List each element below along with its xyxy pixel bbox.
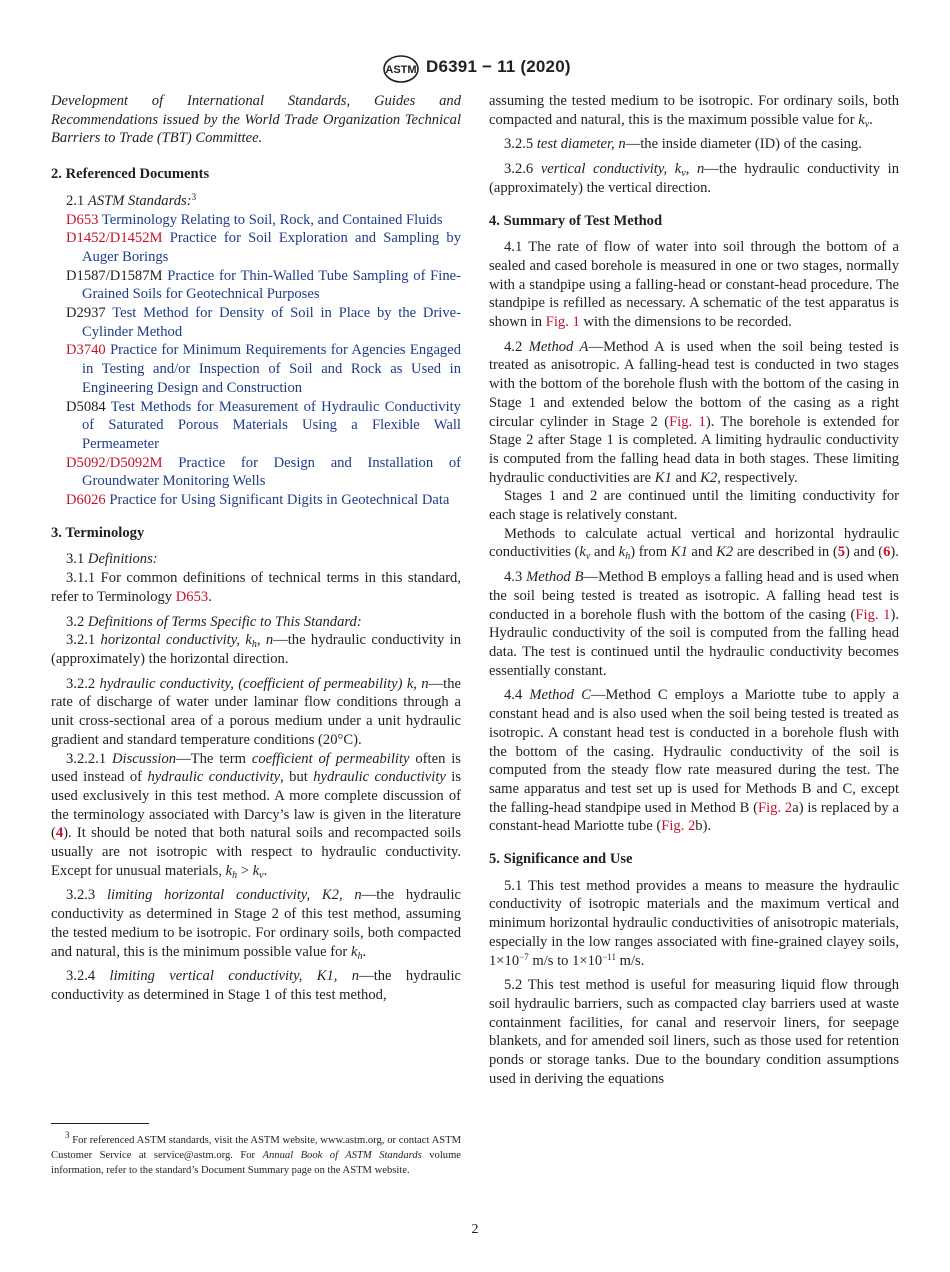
logo-text: ASTM — [385, 64, 417, 76]
section-3-heading: 3. Terminology — [51, 524, 145, 541]
section-2-1: 2.1 ASTM Standards:$^3$ — [66, 191, 197, 209]
astm-logo-icon — [381, 54, 421, 84]
reference-code-d1587: D1587/D1587M — [66, 267, 163, 284]
intro-paragraph: Development of International Standards, Guides and Recommendations issued by the World Trade Organization Technical Barriers to Trade (TBT) Committee. — [51, 93, 461, 147]
figure-link-fig2[interactable]: Fig. 2 — [758, 799, 793, 816]
section-4-2: 4.2 Method A—Method A is used when the soil being tested is treated as anisotropic. A falling-head test is conducted in two stages with the bottom of the borehole flush with the bottom of the casing in Stage 1 and extended below the bottom of the casing as a right circular cylinder in Stage 2 (Fig. 1). The borehole is extended for Stage 2 after Stage 1 is completed. A limiting hydraulic conductivity is computed from the falling head data in both stages. These limiting hydraulic conductivities are K1 and K2, respectively. — [489, 338, 899, 486]
section-5-2: 5.2 This test method is useful for measuring liquid flow through soil hydraulic barriers, such as compacted clay barriers used at waste containment facilities, for canal and reservoir liners, for seepage blankets, and for amended soil liners, such as those used for retention ponds or storage tanks. Due to the boundary condition assumptions used in deriving the equations — [489, 977, 899, 1087]
section-3-2: 3.2 Definitions of Terms Specific to This Standard: — [66, 613, 362, 630]
right-column — [489, 92, 899, 1088]
section-3-2-2: 3.2.2 hydraulic conductivity, (coefficient of permeability) k, n—the rate of discharge of water under laminar flow conditions through a unit cross-sectional area of a porous medium under a unit hydraulic gradient and standard temperature conditions (20°C). — [51, 675, 461, 748]
reference-item: D5092/D5092M Practice for Design and Installation of Groundwater Monitoring Wells — [66, 454, 461, 490]
section-5-1: 5.1 This test method provides a means to measure the hydraulic conductivity of isotropic materials and the maximum vertical and minimum horizontal hydraulic conductivities of anisotropic materials, especially in the low ranges associated with fine-grained clayey soils, $1\times 10^{-7}$ m/s to $1\times 10^{-11}$ m/s. — [489, 877, 899, 969]
reference-item: D1452/D1452M Practice for Soil Exploration and Sampling by Auger Borings — [66, 230, 461, 265]
reference-item: D1587/D1587M Practice for Thin-Walled Tube Sampling of Fine-Grained Soils for Geotechnical Purposes — [66, 267, 461, 303]
figure-link-fig1[interactable]: Fig. 1 — [855, 606, 891, 623]
reference-code-d5084: D5084 — [66, 398, 106, 415]
reference-link-d653[interactable]: D653 — [66, 211, 99, 228]
section-3-2-2-1: 3.2.2.1 Discussion—The term coefficient of permeability often is used instead of hydraulic conductivity, but hydraulic conductivity is used exclusively in this test method. A more complete discussion of the terminology associated with Darcy’s law is given in the literature (4). It should be noted that both natural soils and recompacted soils usually are not isotropic with respect to hydraulic conductivity. Except for unusual materials, $k_h > k_v$. — [51, 750, 462, 881]
reference-link-d1452[interactable]: D1452/D1452M — [66, 230, 163, 247]
left-column — [51, 92, 461, 1005]
section-4-3: 4.3 Method B—Method B employs a falling head and is used when the soil being tested is treated as isotropic. A falling head test is conducted in a borehole flush with the bottom of the casing (Fig. 1). Hydraulic conductivity of the soil is computed from the falling head data. The test is continued until the hydraulic conductivity becomes essentially constant. — [489, 569, 899, 679]
section-3-2-4: 3.2.4 limiting vertical conductivity, K1, n—the hydraulic conductivity as determined in Stage 1 of this test method, — [51, 968, 461, 1003]
section-4-2-paragraph-3: Methods to calculate actual vertical and horizontal hydraulic conductivities ($k_v$ and $k_h$) from K1 and K2 are described in (5) and (6). — [489, 525, 899, 563]
section-3-2-4-continued: assuming the tested medium to be isotropic. For ordinary soils, both compacted and natural, this is the maximum possible value for $k_v$. — [489, 93, 899, 130]
reference-link-d6026[interactable]: D6026 — [66, 492, 106, 509]
section-2-heading: 2. Referenced Documents — [51, 166, 210, 183]
section-5-heading: 5. Significance and Use — [489, 851, 633, 868]
section-3-2-1: 3.2.1 horizontal conductivity, $k_h$, n—the hydraulic conductivity in (approximately) the horizontal direction. — [51, 632, 461, 667]
section-4-4: 4.4 Method C—Method C employs a Mariotte tube to apply a constant head and is also used when the soil being tested is treated as isotropic. A constant head test is conducted in a borehole flush with the bottom of the casing. Hydraulic conductivity of the soil is computed from the steady flow rate measured during the test. The same apparatus and test set up is used for Methods B and C, except the falling-head standpipe used in Method B (Fig. 2a) is replaced by a constant-head Mariotte tube (Fig. 2b). — [489, 687, 899, 835]
reference-code-d2937: D2937 — [66, 305, 106, 322]
figure-link-fig1[interactable]: Fig. 1 — [669, 413, 706, 430]
reference-item: D5084 Test Methods for Measurement of Hydraulic Conductivity of Saturated Porous Materials Using a Flexible Wall Permeameter — [66, 398, 461, 452]
figure-link-fig1[interactable]: Fig. 1 — [545, 314, 580, 331]
section-3-1-1: 3.1.1 For common definitions of technical terms in this standard, refer to Terminology D653. — [51, 570, 461, 605]
literature-ref-5[interactable]: 5 — [837, 544, 846, 561]
section-3-1: 3.1 Definitions: — [66, 551, 158, 568]
figure-link-fig2[interactable]: Fig. 2 — [661, 818, 696, 835]
ref-link-d653[interactable]: D653 — [175, 588, 209, 605]
literature-ref-6[interactable]: 6 — [883, 544, 891, 561]
page-header — [0, 52, 950, 88]
reference-item: D653 Terminology Relating to Soil, Rock, and Contained Fluids — [66, 211, 443, 228]
footnote-divider — [51, 1123, 149, 1124]
reference-item: D6026 Practice for Using Significant Digits in Geotechnical Data — [66, 492, 450, 509]
page-number: 2 — [471, 1222, 479, 1237]
reference-link-d3740[interactable]: D3740 — [66, 342, 106, 359]
footnote-3: $^3$ For referenced ASTM standards, visit the ASTM website, www.astm.org, or contact ASTM Customer Service at service@astm.org. For Annual Book of ASTM Standards volume information, refer to the standard’s Document Summary page on the ASTM website. — [51, 1130, 462, 1177]
section-3-2-3: 3.2.3 limiting horizontal conductivity, K2, n—the hydraulic conductivity as determined in Stage 2 of this test method, assuming the tested medium to be isotropic. For ordinary soils, both compacted and natural, this is the minimum possible value for $k_h$. — [51, 887, 461, 962]
section-4-heading: 4. Summary of Test Method — [489, 212, 663, 229]
section-4-1: 4.1 The rate of flow of water into soil through the bottom of a sealed and cased borehole is measured in one or two stages, normally with a standpipe using a falling-head or constant-head procedure. The standpipe is refilled as necessary. A schematic of the test apparatus is shown in Fig. 1 with the dimensions to be recorded. — [489, 239, 899, 331]
reference-link-d5092[interactable]: D5092/D5092M — [66, 454, 163, 471]
literature-ref-4[interactable]: 4 — [55, 825, 64, 842]
reference-item: D3740 Practice for Minimum Requirements for Agencies Engaged in Testing and/or Inspection of Soil and Rock as Used in Engineering Design and Construction — [66, 342, 461, 396]
document-id: D6391 − 11 (2020) — [426, 57, 571, 76]
reference-item: D2937 Test Method for Density of Soil in Place by the Drive-Cylinder Method — [66, 305, 461, 340]
section-3-2-6: 3.2.6 vertical conductivity, $k_v$, n—the hydraulic conductivity in (approximately) the vertical direction. — [489, 161, 899, 196]
section-4-2-paragraph-2: Stages 1 and 2 are continued until the limiting conductivity for each stage is relatively constant. — [489, 488, 899, 524]
section-3-2-5: 3.2.5 test diameter, n—the inside diameter (ID) of the casing. — [504, 136, 862, 153]
